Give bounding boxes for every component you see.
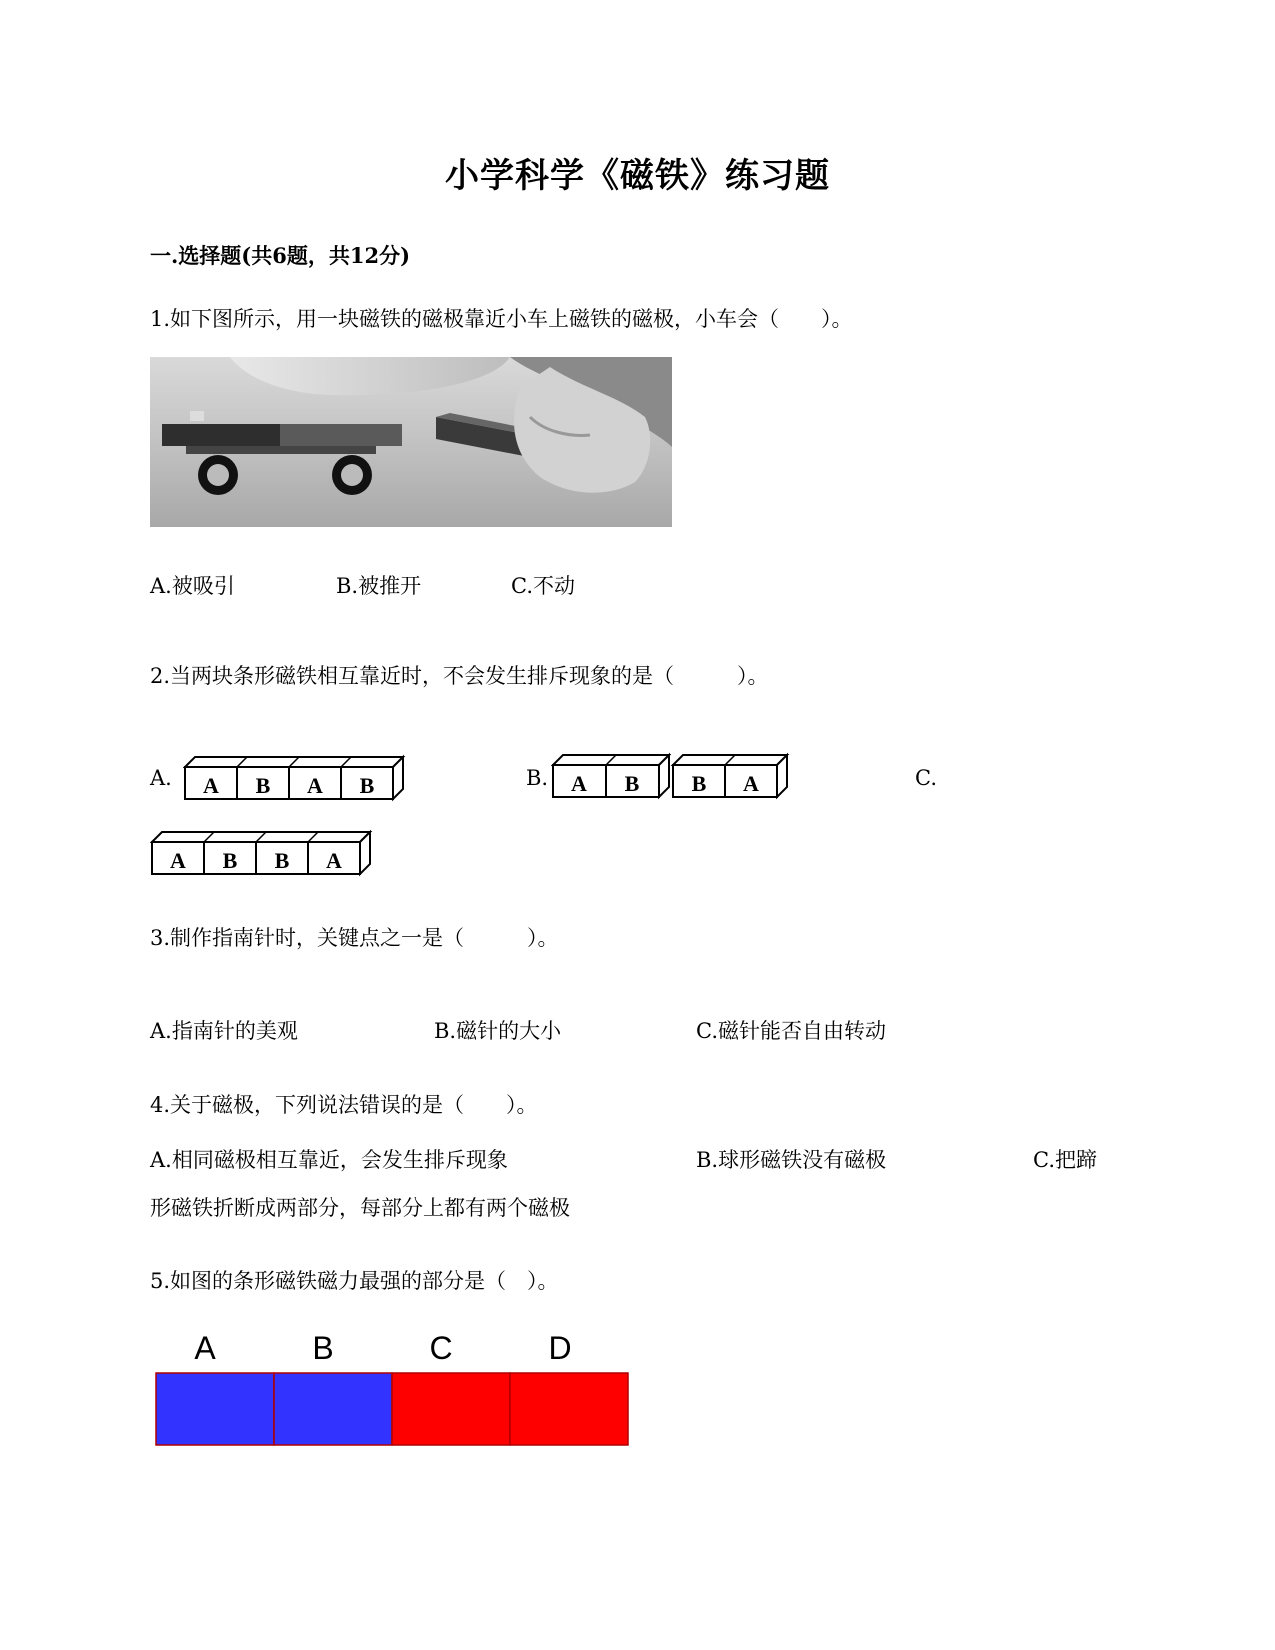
q2-option-b-magnets (551, 751, 791, 801)
magnet-block: A (743, 771, 759, 796)
q3-option-b: B.磁针的大小 (434, 1019, 562, 1043)
segment-label-d: D (548, 1330, 572, 1366)
q2-option-c-magnets (150, 828, 380, 878)
magnet-block: B (359, 773, 375, 798)
magnet-block: A (170, 848, 186, 873)
q2-option-a-label: A. (150, 766, 172, 790)
question-5-text: 5.如图的条形磁铁磁力最强的部分是（ ）。 (150, 1269, 559, 1293)
q1-option-b: B.被推开 (336, 574, 422, 598)
magnet-block: B (222, 848, 238, 873)
section-heading: 一.选择题(共6题，共12分) (150, 243, 411, 268)
q2-option-a-magnets (183, 753, 413, 803)
magnet-block: B (624, 771, 640, 796)
question-4-text: 4.关于磁极，下列说法错误的是（ ）。 (150, 1093, 538, 1117)
segment-a (156, 1373, 274, 1445)
magnet-block: B (691, 771, 707, 796)
bar-magnet-diagram (150, 1325, 636, 1455)
magnet-block: B (255, 773, 271, 798)
toy-car-magnet-photo (150, 357, 672, 527)
segment-c (392, 1373, 510, 1445)
q2-option-c-label: C. (915, 766, 937, 790)
segment-label-a: A (194, 1330, 216, 1366)
question-2-text: 2.当两块条形磁铁相互靠近时，不会发生排斥现象的是（ ）。 (150, 664, 769, 688)
magnet-block: A (571, 771, 587, 796)
question-3-text: 3.制作指南针时，关键点之一是（ ）。 (150, 926, 559, 950)
magnet-block: A (307, 773, 323, 798)
segment-label-b: B (312, 1330, 334, 1366)
q3-option-c: C.磁针能否自由转动 (696, 1019, 886, 1043)
magnet-block: B (274, 848, 290, 873)
segment-d (510, 1373, 628, 1445)
q1-option-a: A.被吸引 (150, 574, 235, 598)
q4-option-c-continued: 形磁铁折断成两部分，每部分上都有两个磁极 (150, 1196, 570, 1220)
q1-option-c: C.不动 (511, 574, 575, 598)
q4-option-b: B.球形磁铁没有磁极 (696, 1148, 887, 1172)
question-1-text: 1.如下图所示，用一块磁铁的磁极靠近小车上磁铁的磁极，小车会（ ）。 (150, 307, 853, 331)
q4-option-c: C.把蹄 (1033, 1148, 1097, 1172)
magnet-block: A (203, 773, 219, 798)
q4-option-a: A.相同磁极相互靠近，会发生排斥现象 (150, 1148, 508, 1172)
segment-b (274, 1373, 392, 1445)
page-title: 小学科学《磁铁》练习题 (445, 156, 830, 196)
q3-option-a: A.指南针的美观 (150, 1019, 298, 1043)
q2-option-b-label: B. (526, 766, 549, 790)
segment-label-c: C (429, 1330, 453, 1366)
magnet-block: A (326, 848, 342, 873)
